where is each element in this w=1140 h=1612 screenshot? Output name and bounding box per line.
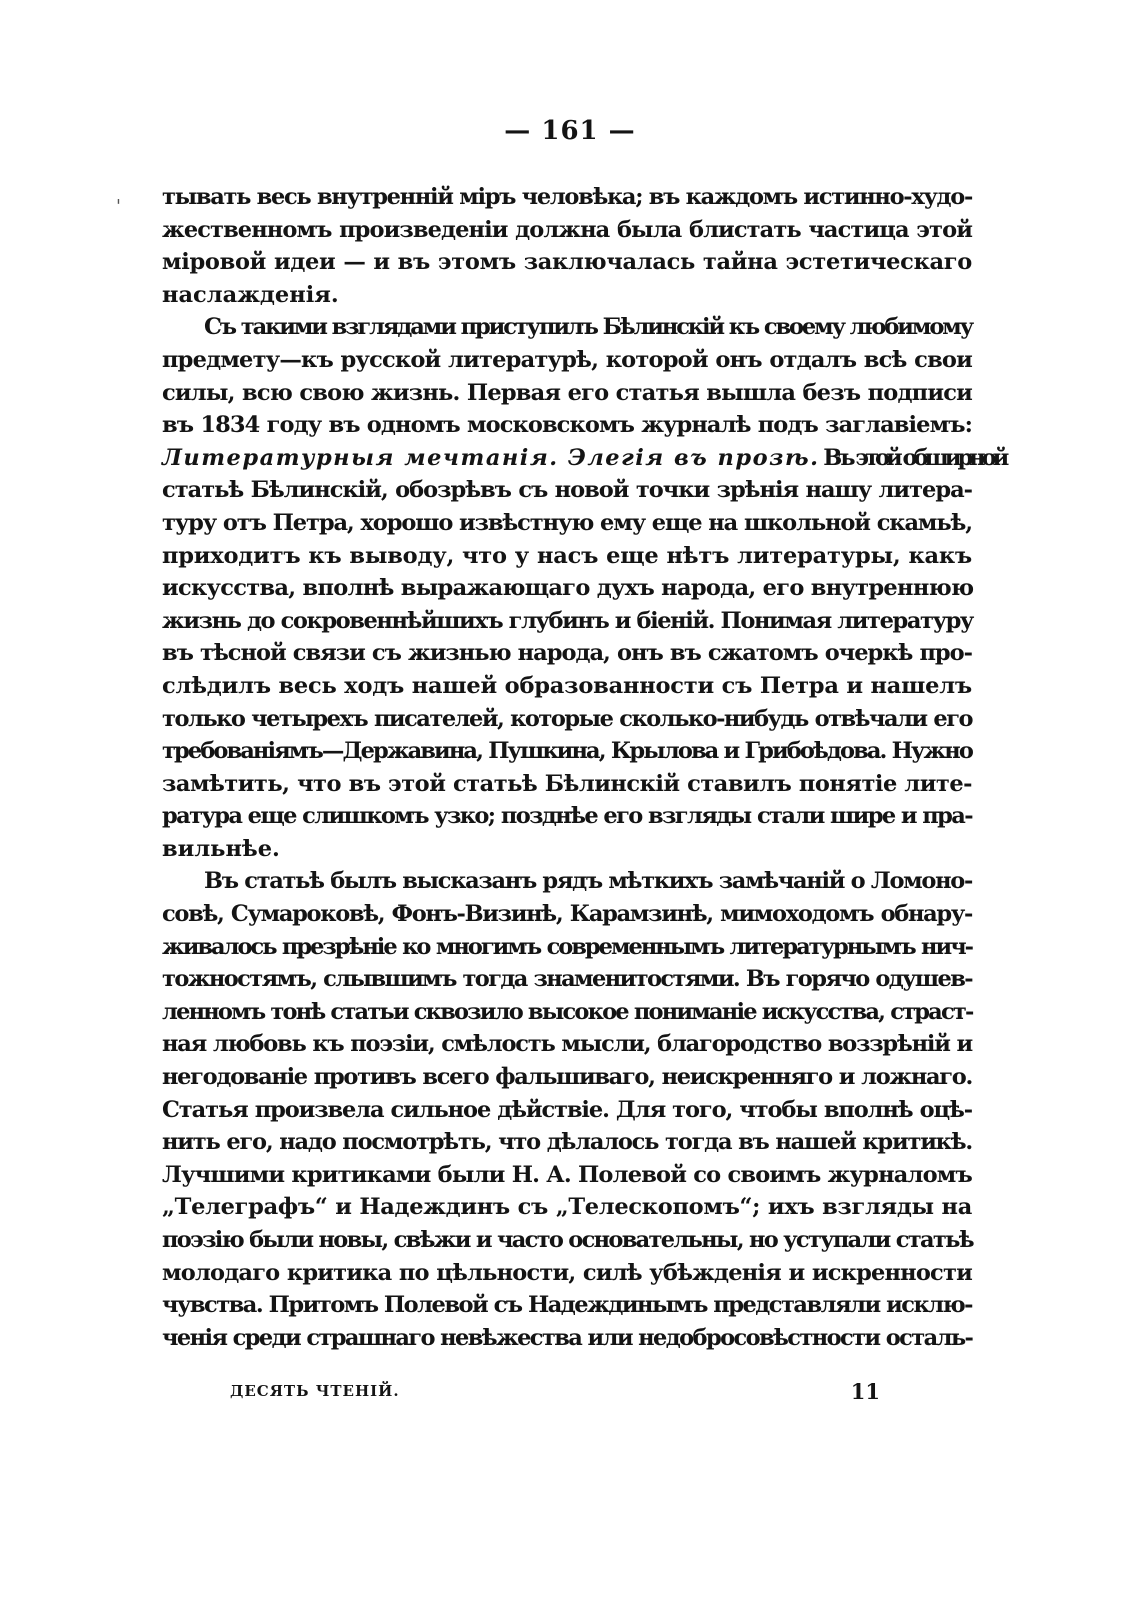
text-line: Въ этой обширной xyxy=(823,444,1006,471)
body-text xyxy=(162,181,1006,1354)
text-line: наслажденія. xyxy=(162,281,339,308)
text-line: въ 1834 году въ одномъ московскомъ журналѣ подъ заглавіемъ: xyxy=(162,412,972,439)
text-line: поэзію были новы, свѣжи и часто основательны, но уступали статьѣ xyxy=(162,1227,973,1253)
text-line: чувства. Притомъ Полевой съ Надеждинымъ представляли исклю- xyxy=(162,1292,972,1319)
text-line: тывать весь внутренній міръ человѣка; въ каждомъ истинно-худо- xyxy=(162,184,972,210)
text-line: Статья произвела сильное дѣйствіе. Для того, чтобы вполнѣ оцѣ- xyxy=(162,1096,972,1123)
text-line: міровой идеи — и въ этомъ заключалась тайна эстетическаго xyxy=(162,249,972,276)
text-line: тожностямъ, слывшимъ тогда знаменитостями. Въ горячо одушев- xyxy=(162,966,972,993)
text-line: замѣтить, что въ этой статьѣ Бѣлинскій ставилъ понятіе лите- xyxy=(162,770,972,797)
text-line: предмету—къ русской литературѣ, которой онъ отдалъ всѣ свои xyxy=(162,346,972,373)
text-line: вильнѣе. xyxy=(162,835,280,862)
sheet-number: 11 xyxy=(850,1379,880,1404)
text-line: приходитъ къ выводу, что у насъ еще нѣтъ литературы, какъ xyxy=(162,542,972,569)
text-line: ратура еще слишкомъ узко; позднѣе его взгляды стали шире и пра- xyxy=(162,803,972,830)
text-line: Лучшими критиками были Н. А. Полевой со своимъ журналомъ xyxy=(162,1161,972,1188)
text-line: силы, всю свою жизнь. Первая его статья вышла безъ подписи xyxy=(162,379,972,406)
book-signature: ДЕСЯТЬ ЧТЕНІЙ. xyxy=(230,1382,400,1400)
text-line: слѣдилъ весь ходъ нашей образованности съ Петра и нашелъ xyxy=(162,672,972,699)
text-line: Съ такими взглядами приступилъ Бѣлинскій къ своему любимому xyxy=(204,314,972,341)
text-line: живалось презрѣніе ко многимъ современнымъ литературнымъ нич- xyxy=(162,933,972,960)
text-line: туру отъ Петра, хорошо извѣстную ему еще на школьной скамьѣ, xyxy=(162,509,972,536)
text-line: статьѣ Бѣлинскій, обозрѣвъ съ новой точки зрѣнія нашу литера- xyxy=(162,477,972,504)
text-line: жизнь до сокровеннѣйшихъ глубинъ и біеній. Понимая литературу xyxy=(162,607,973,634)
margin-mark: ' xyxy=(116,196,121,217)
text-line: жественномъ произведеніи должна была блистать частица этой xyxy=(162,216,972,243)
italic-article-title: Литературныя мечтанія. Элегія въ прозѣ. xyxy=(162,444,820,471)
text-line: ченія среди страшнаго невѣжества или недобросовѣстности осталь- xyxy=(162,1324,973,1351)
text-line-with-title xyxy=(162,442,1006,475)
text-line: только четырехъ писателей, которые сколько-нибудь отвѣчали его xyxy=(162,705,972,732)
text-line: негодованіе противъ всего фальшиваго, неискренняго и ложнаго. xyxy=(162,1064,972,1091)
text-line: въ тѣсной связи съ жизнью народа, онъ въ сжатомъ очеркѣ про- xyxy=(162,640,972,667)
text-line: нить его, надо посмотрѣть, что дѣлалось тогда въ нашей критикѣ. xyxy=(162,1129,972,1156)
text-line: ная любовь къ поэзіи, смѣлость мысли, благородство воззрѣній и xyxy=(162,1031,972,1058)
text-line: „Телеграфъ“ и Надеждинъ съ „Телескопомъ“; ихъ взгляды на xyxy=(162,1194,972,1221)
text-line: Въ статьѣ былъ высказанъ рядъ мѣткихъ замѣчаній о Ломоно- xyxy=(204,868,973,895)
text-line: ленномъ тонѣ статьи сквозило высокое пониманіе искусства, страст- xyxy=(162,998,973,1025)
text-line: требованіямъ—Державина, Пушкина, Крылова и Грибоѣдова. Нужно xyxy=(162,738,972,765)
text-line: совѣ, Сумароковѣ, Фонъ-Визинѣ, Карамзинѣ, мимоходомъ обнару- xyxy=(162,901,972,928)
text-line: искусства, вполнѣ выражающаго духъ народа, его внутреннюю xyxy=(162,575,974,602)
text-line: молодаго критика по цѣльности, силѣ убѣжденія и искренности xyxy=(162,1259,972,1286)
page-number: — 161 — xyxy=(504,116,636,146)
